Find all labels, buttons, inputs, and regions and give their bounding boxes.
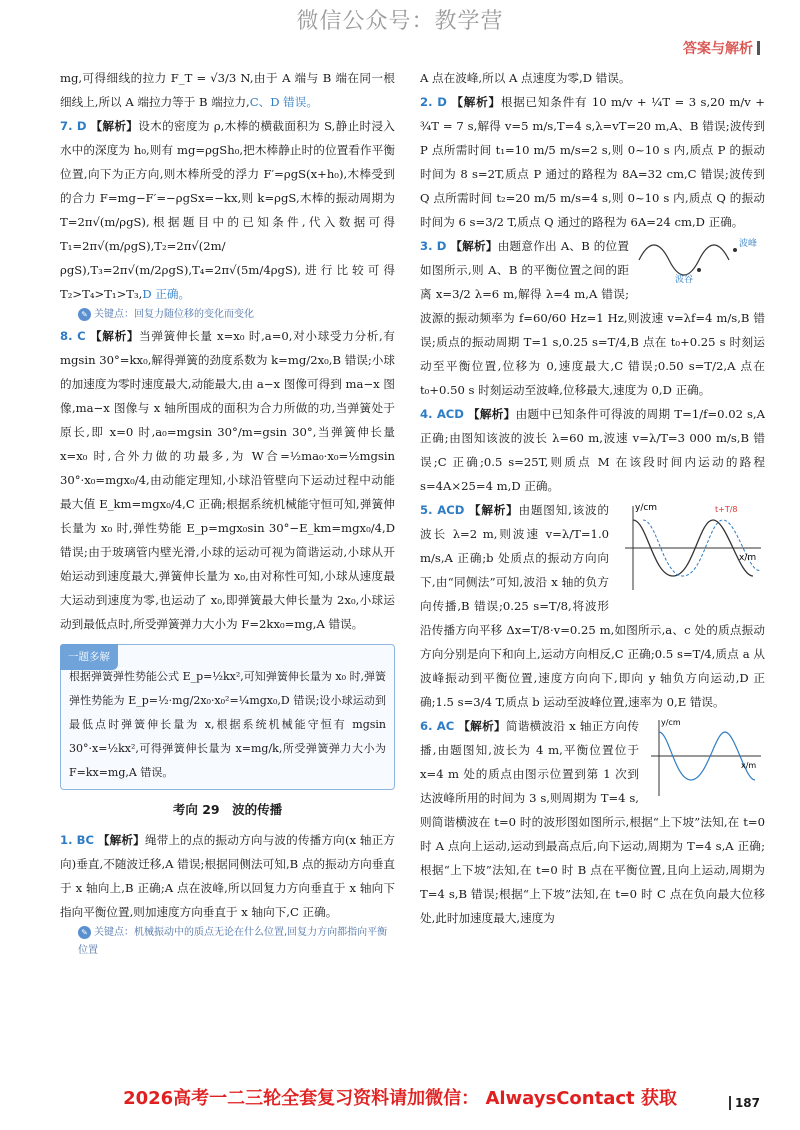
question-1 bbox=[60, 828, 395, 924]
wave-graph bbox=[615, 500, 765, 596]
page-number: 187 bbox=[729, 1096, 760, 1110]
question-5 bbox=[420, 498, 765, 714]
question-8 bbox=[60, 324, 395, 636]
analysis-tag: 【解析】 bbox=[90, 119, 139, 133]
left-column bbox=[60, 66, 395, 960]
y-axis-label: y/cm bbox=[661, 718, 681, 727]
analysis-tag: 【解析】 bbox=[458, 719, 506, 733]
key-point-icon: ✎ bbox=[78, 926, 91, 939]
analysis-tag: 【解析】 bbox=[90, 329, 140, 343]
analysis-tag: 【解析】 bbox=[97, 833, 145, 847]
question-number: 1. BC bbox=[60, 833, 95, 847]
multi-solution-box bbox=[60, 644, 395, 790]
question-number: 6. AC bbox=[420, 719, 455, 733]
analysis-tag: 【解析】 bbox=[468, 503, 519, 517]
question-number: 5. ACD bbox=[420, 503, 465, 517]
question-6 bbox=[420, 714, 765, 930]
section-header-label: 答案与解析 bbox=[683, 41, 753, 57]
key-point-text: 关键点：机械振动中的质点无论在什么位置,回复力方向都指向平衡位置 bbox=[78, 927, 388, 956]
paragraph-highlight: C、D 错误。 bbox=[249, 95, 318, 109]
question-3 bbox=[420, 234, 765, 402]
section-header bbox=[683, 38, 760, 58]
multi-solution-text: 根据弹簧弹性势能公式 E_p=½kx²,可知弹簧伸长量为 x₀ 时,弹簧弹性势能为 E_p=½·mg/2x₀·x₀²=¼mgx₀,D 错误;设小球运动到最低点时弹簧伸长量为 x,根据系统机械能守恒有 mgsin 30°·x=½kx²,可得弹簧伸长量为 x=mg/k,所受弹簧弹力大小为 F=kx=mg,A 错误。 bbox=[69, 670, 386, 779]
answer-note: D 正确。 bbox=[142, 287, 191, 301]
question-4 bbox=[420, 402, 765, 498]
crest-label: 波峰 bbox=[739, 239, 758, 249]
question-number: 7. D bbox=[60, 119, 87, 133]
wave-graph bbox=[645, 716, 765, 800]
question-number: 2. D bbox=[420, 95, 447, 109]
question-number: 3. D bbox=[420, 239, 447, 253]
shifted-wave-label: t+T/8 bbox=[715, 505, 738, 514]
question-text: 由题意作出 A、B 的位置如图所示,则 A、B 的平衡位置之间的距离 x=3/2 λ=6 m,解得 λ=4 m,A 错误;波源的振动频率为 f=60/60 Hz=1 Hz,则波速 v=λf=4 m/s,B 错误;质点的振动周期 T=1 s,0.25 s=T/4,B 点在 t₀+0.25 s 时刻运动至平衡位置,位移为 0,速度最大,C 错误;0.50 s=T/2,A 点在 t₀+0.50 s 时刻运动至波峰,位移最大,速度为 0,D 正确。 bbox=[420, 239, 765, 397]
section-title: 考向 29 波的传播 bbox=[172, 802, 283, 817]
trough-label: 波谷 bbox=[675, 275, 694, 284]
question-text: 当弹簧伸长量 x=x₀ 时,a=0,对小球受力分析,有 mgsin 30°=kx₀,解得弹簧的劲度系数为 k=mg/2x₀,B 错误;小球的加速度为零时速度最大,动能最大,由 a−x 图像可得到 ma−x 图像,ma−x 图像与 x 轴所围成的面积为合力所做的功,当弹簧处于原长,即 x=0 时,a₀=mgsin 30°/m=gsin 30°,当弹簧伸长量 x=x₀ 时,合外力做的功最多,为 W合=½ma₀·x₀=½mgsin 30°·x₀=mgx₀/4,由动能定理知,小球沿管壁向下运动过程中动能最大值 E_km=mgx₀/4,C 正确;根据系统机械能守恒可知,弹簧伸长量为 x₀ 时,弹性势能 E_p=mgx₀sin 30°−E_km=mgx₀/4,D 错误;由于玻璃管内壁光滑,小球的运动可视为简谐运动,小球从开始运动到速度最大,弹簧伸长量为 x₀,由对称性可知,小球从速度最大运动到速度为零,也运动了 x₀,即弹簧最大伸长量为 2x₀,小球运动到最低点时,所受弹簧弹力大小为 F=2kx₀=mg,A 错误。 bbox=[60, 329, 395, 631]
question-text: 设木的密度为 ρ,木棒的横截面积为 S,静止时浸入水中的深度为 h₀,则有 mg=ρgSh₀,把木棒静止时的位置看作平衡位置,向下为正方向,则木棒所受的浮力 F′=ρgS(x+h₀),木棒受到的合力 F=mg−F′=−ρgSx=−kx,则 k=ρgS,木棒的振动周期为 T=2π√(m/ρgS),根据题目中的已知条件,代入数据可得 T₁=2π√(m/ρgS),T₂=2π√(2m/ρgS),T₃=2π√(m/2ρgS),T₄=2π√(5m/4ρgS),进行比较可得 T₂>T₄>T₁>T₃, bbox=[60, 119, 395, 301]
analysis-tag: 【解析】 bbox=[451, 95, 501, 109]
analysis-tag: 【解析】 bbox=[467, 407, 516, 421]
wave-diagram bbox=[635, 236, 765, 284]
x-axis-label: x/m bbox=[741, 761, 757, 770]
question-7 bbox=[60, 114, 395, 306]
x-axis-label: x/m bbox=[739, 553, 757, 563]
question-text: 绳带上的点的振动方向与波的传播方向(x 轴正方向)垂直,不随波迁移,A 错误;根据同侧法可知,B 点的振动方向垂直于 x 轴向上,B 正确;A 点在波峰,所以回复力方向垂直于 x 轴向下指向平衡位置,则加速度方向垂直于 x 轴向下,C 正确。 bbox=[60, 833, 395, 919]
header-bar-icon bbox=[757, 41, 760, 55]
analysis-tag: 【解析】 bbox=[450, 239, 498, 253]
paragraph: A 点在波峰,所以 A 点速度为零,D 错误。 bbox=[420, 71, 631, 85]
right-column bbox=[420, 66, 765, 930]
key-point-text: 关键点：回复力随位移的变化而变化 bbox=[94, 309, 254, 320]
question-number: 8. C bbox=[60, 329, 86, 343]
watermark-title: 微信公众号：教学营 bbox=[296, 9, 504, 34]
question-text: 简谐横波沿 x 轴正方向传播,由题图知,波长为 4 m,平衡位置位于 x=4 m 处的质点由图示位置到第 1 次到达波峰所用的时间为 3 s,则周期为 T=4 s,则简谐横波在 t=0 时的波形图如图所示,根据“上下坡”法知,在 t=0 时 A 点向上运动,运动到最高点后,向下运动,周期为 T=4 s,A 正确;根据“上下坡”法知,在 t=0 时 B 点在平衡位置,且向上运动,周期为 T=4 s,B 错误;根据“上下坡”法知,在 t=0 时 C 点在负向最大位移处,此时加速度最大,速度为 bbox=[420, 719, 765, 925]
paragraph bbox=[60, 66, 395, 114]
question-number: 4. ACD bbox=[420, 407, 464, 421]
paragraph-text: mg,可得细线的拉力 F_T = √3/3 N,由于 A 端与 B 端在同一根细线上,所以 A 端拉力等于 B 端拉力, bbox=[60, 71, 395, 109]
key-point-icon: ✎ bbox=[78, 308, 91, 321]
question-text: 由题图知,该波的波长 λ=2 m,则波速 v=λ/T=1.0 m/s,A 正确;b 处质点的振动方向向下,由“同侧法”可知,波沿 x 轴的负方向传播,B 错误;0.25 s=T/8,将波形沿传播方向平移 Δx=T/8·v=0.25 m,如图所示,a、c 处的质点振动方向分别是向下和向上,运动方向相反,C 正确;0.5 s=T/4,质点 a 从波峰振动到平衡位置,速度方向向下,即向 y 轴负方向运动,D 正确;1.5 s=3/4 T,质点 b 运动至波峰位置,速率为 0,E 错误。 bbox=[420, 503, 765, 709]
question-2 bbox=[420, 90, 765, 234]
footer-banner: 2026高考一二三轮全套复习资料请加微信： AlwaysContact 获取 bbox=[123, 1088, 677, 1109]
y-axis-label: y/cm bbox=[635, 503, 658, 513]
multi-solution-title: 一题多解 bbox=[60, 644, 118, 670]
key-point bbox=[78, 306, 395, 324]
question-text: 根据已知条件有 10 m/v + ¼T = 3 s,20 m/v + ¾T = 7 s,解得 v=5 m/s,T=4 s,λ=vT=20 m,A、B 错误;波传到 P 点所需时间 t₁=10 m/5 m/s=2 s,则 0~10 s 内,质点 P 的振动时间为 8 s=2T,质点 P 通过的路程为 8A=32 cm,C 错误;波传到 Q 点所需时间 t₂=20 m/5 m/s=4 s,则 0~10 s 内,质点 Q 的振动时间为 6 s=3/2 T,质点 Q 通过的路程为 6A=24 cm,D 正确。 bbox=[420, 95, 765, 229]
key-point bbox=[78, 924, 395, 960]
question-text: 由题中已知条件可得波的周期 T=1/f=0.02 s,A 正确;由图知该波的波长 λ=60 m,波速 v=λ/T=3 000 m/s,B 错误;C 正确;0.5 s=25T,则质点 M 在该段时间内运动的路程 s=4A×25=4 m,D 正确。 bbox=[420, 407, 765, 493]
